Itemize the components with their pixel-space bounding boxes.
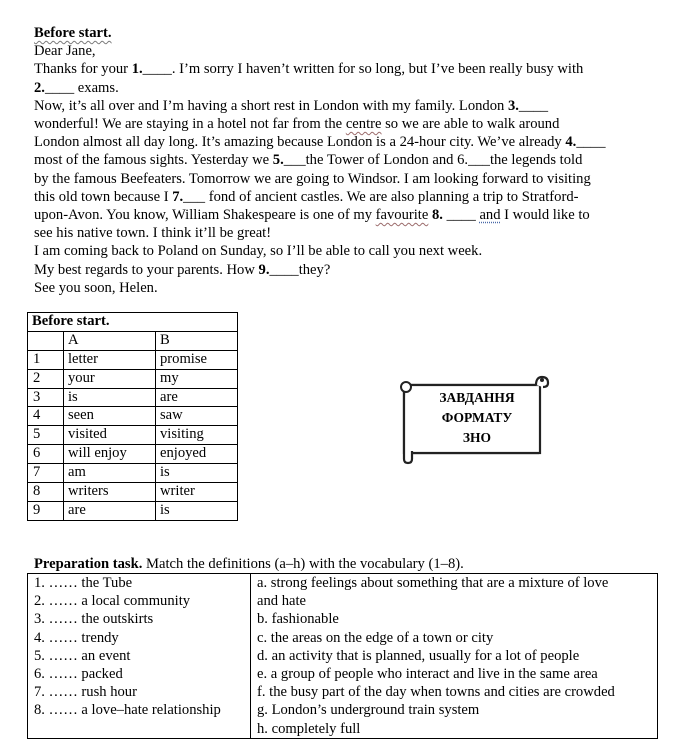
letter-line	[34, 261, 664, 279]
text: so we are able to walk around	[381, 116, 560, 133]
option-a: writers	[64, 483, 156, 502]
option-b: saw	[156, 407, 238, 426]
zno-format-badge	[396, 373, 552, 465]
letter-line: by the famous Beefeaters. Tomorrow we are going to Windsor. I am looking forward to visiting	[34, 170, 591, 187]
option-a: am	[64, 464, 156, 483]
letter-greeting: Dear Jane,	[34, 43, 96, 60]
blank-number-1: 1.	[131, 61, 143, 78]
definition-item: a. strong feelings about something that are a mixture of love	[257, 575, 609, 591]
option-a: are	[64, 501, 156, 520]
blank-9: ____	[269, 261, 299, 278]
option-a: is	[64, 388, 156, 407]
table-row	[28, 426, 238, 445]
option-b: enjoyed	[156, 445, 238, 464]
vocab-item: 5. …… an event	[34, 647, 131, 664]
text: the Tower of London and 6.	[305, 152, 469, 169]
badge-line: ЗАВДАННЯ	[439, 390, 515, 405]
row-num: 4	[28, 407, 64, 426]
blank-4: ____	[576, 134, 606, 151]
text: . I’m sorry I haven’t written for so long, but I’ve been really busy with	[171, 61, 584, 78]
letter-text	[34, 24, 664, 297]
options-table-title-row	[28, 313, 238, 332]
row-num: 8	[28, 483, 64, 502]
row-num: 7	[28, 464, 64, 483]
options-table	[27, 312, 238, 521]
prep-title-rest: Match the definitions (a–h) with the vocabulary (1–8).	[142, 556, 464, 572]
definition-item: b. fashionable	[257, 611, 339, 628]
badge-line: ЗНО	[462, 430, 492, 445]
blank-number-8: 8.	[428, 207, 443, 224]
option-a: your	[64, 369, 156, 388]
text: I would like to	[500, 207, 590, 224]
header-a: A	[64, 331, 156, 350]
blank-8: ____	[442, 207, 476, 224]
letter-line	[34, 151, 664, 169]
table-row	[28, 388, 238, 407]
text: London almost all day long. It’s amazing because London is a 24-hour city. We’ve already	[34, 134, 566, 151]
text: wonderful! We are staying in a hotel not far from the	[34, 116, 346, 133]
header-b: B	[156, 331, 238, 350]
letter-line	[34, 79, 664, 97]
option-b: promise	[156, 350, 238, 369]
text: the legends told	[489, 152, 583, 169]
table-row	[28, 501, 238, 520]
letter-line	[34, 206, 664, 224]
row-num: 2	[28, 369, 64, 388]
blank-number-2: 2.	[34, 79, 45, 96]
blank-2: ____	[44, 79, 75, 96]
option-b: writer	[156, 483, 238, 502]
text: upon-Avon. You know, William Shakespeare is one of my	[34, 207, 376, 224]
blank-number-9: 9.	[258, 261, 270, 278]
blank-number-3: 3.	[507, 97, 519, 114]
row-num: 3	[28, 388, 64, 407]
vocab-item: 8. …… a love–hate relationship	[34, 702, 221, 719]
text: they?	[298, 261, 331, 278]
row-num: 6	[28, 445, 64, 464]
text: Now, it’s all over and I’m having a short rest in London with my family. London	[34, 97, 508, 114]
header-num	[28, 331, 64, 350]
definition-item: and hate	[257, 593, 307, 610]
vocab-item: 6. …… packed	[34, 666, 123, 683]
text: favourite	[375, 207, 429, 224]
option-b: visiting	[156, 426, 238, 445]
table-row	[28, 407, 238, 426]
letter-heading: Before start.	[34, 25, 112, 41]
definition-item: c. the areas on the edge of a town or city	[257, 629, 494, 646]
table-row	[28, 574, 658, 739]
letter-line	[34, 60, 664, 78]
letter-line	[34, 188, 664, 206]
definition-item: f. the busy part of the day when towns and cities are crowded	[257, 684, 615, 701]
table-row	[28, 464, 238, 483]
vocabulary-column	[28, 574, 251, 739]
badge-text	[414, 388, 540, 448]
row-num: 5	[28, 426, 64, 445]
blank-number-7: 7.	[172, 188, 184, 205]
letter-line: I am coming back to Poland on Sunday, so I’ll be able to call you next week.	[34, 243, 483, 260]
blank-number-5: 5.	[272, 152, 284, 169]
definition-item: e. a group of people who interact and live in the same area	[257, 666, 598, 683]
blank-1: ____	[142, 61, 172, 78]
prep-title	[34, 556, 464, 573]
text: exams.	[74, 79, 119, 96]
vocab-item: 1. …… the Tube	[34, 575, 133, 591]
vocab-item: 7. …… rush hour	[34, 684, 137, 701]
letter-line	[34, 133, 664, 151]
option-a: letter	[64, 350, 156, 369]
blank-6: ___	[468, 152, 490, 169]
table-row	[28, 369, 238, 388]
letter-line: see his native town. I think it’ll be great!	[34, 225, 272, 242]
text: Thanks for your	[34, 61, 132, 78]
text: and	[479, 207, 501, 224]
letter-line	[34, 115, 664, 133]
blank-number-4: 4.	[565, 134, 577, 151]
table-row	[28, 445, 238, 464]
blank-3: ____	[518, 97, 549, 114]
options-table-header	[28, 331, 238, 350]
option-a: visited	[64, 426, 156, 445]
text: fond of ancient castles. We are also planning a trip to Stratford-	[205, 188, 579, 205]
blank-5: ___	[283, 152, 306, 169]
options-table-title: Before start.	[28, 313, 238, 332]
option-b: my	[156, 369, 238, 388]
table-row	[28, 483, 238, 502]
option-b: are	[156, 388, 238, 407]
row-num: 1	[28, 350, 64, 369]
option-b: is	[156, 464, 238, 483]
blank-7: ___	[183, 188, 206, 205]
text: centre	[345, 116, 382, 133]
letter-line	[34, 97, 664, 115]
text: My best regards to your parents. How	[34, 261, 259, 278]
definition-item: d. an activity that is planned, usually for a lot of people	[257, 647, 580, 664]
option-a: seen	[64, 407, 156, 426]
vocab-item: 2. …… a local community	[34, 593, 191, 610]
prep-title-bold: Preparation task.	[34, 556, 143, 572]
text: most of the famous sights. Yesterday we	[34, 152, 273, 169]
row-num: 9	[28, 501, 64, 520]
definitions-column	[251, 574, 658, 739]
letter-signoff: See you soon, Helen.	[34, 279, 158, 296]
matching-table	[27, 573, 658, 739]
option-a: will enjoy	[64, 445, 156, 464]
badge-line: ФОРМАТУ	[441, 410, 513, 425]
vocab-item: 3. …… the outskirts	[34, 611, 154, 628]
table-row	[28, 350, 238, 369]
text: this old town because I	[34, 188, 173, 205]
definition-item: h. completely full	[257, 720, 361, 737]
vocab-item: 4. …… trendy	[34, 629, 119, 646]
definition-item: g. London’s underground train system	[257, 702, 480, 719]
option-b: is	[156, 501, 238, 520]
